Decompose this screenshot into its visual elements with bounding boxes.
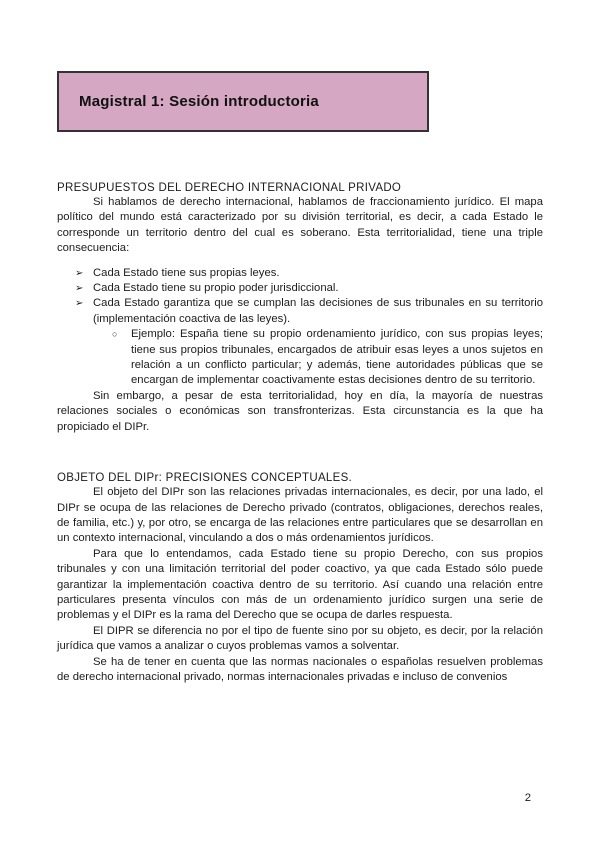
sub-bullet-text: Ejemplo: España tiene su propio ordenamiento jurídico, con sus propias leyes; tiene sus propios tribunales, encargados de atribuir esas leyes a unos sujetos en relación a un conflicto particular; y además, tiene autoridades públicas que se encargan de implementar coactivamente estas decisiones dentro de su territorio.: [131, 328, 543, 387]
bullet-text: Cada Estado tiene sus propias leyes.: [93, 266, 280, 279]
bullet-text: Cada Estado garantiza que se cumplan las decisiones de sus tribunales en su territorio (implementación coactiva de las leyes).: [93, 297, 543, 325]
section-heading-objeto: OBJETO DEL DIPr: PRECISIONES CONCEPTUALES.: [57, 472, 353, 485]
page-content: [0, 71, 600, 685]
bullet-arrow-icon: ➢: [75, 298, 84, 310]
paragraph-intro: Si hablamos de derecho internacional, hablamos de fraccionamiento jurídico. El mapa político del mundo está caracterizado por su división territorial, es decir, a cada Estado le corresponde un territorio dentro del cual es soberano. Esta territorialidad, tiene una triple consecuencia:: [57, 196, 543, 255]
list-item: [57, 296, 543, 327]
paragraph-diferencia: El DIPR se diferencia no por el tipo de fuente sino por su objeto, es decir, por la relación jurídica que vamos a analizar o cuyos problemas vamos a solventar.: [57, 624, 543, 653]
bullet-list: [57, 266, 543, 389]
title-banner: [57, 71, 429, 132]
bullet-text: Cada Estado tiene su propio poder jurisdiccional.: [93, 282, 339, 295]
title-banner-label: Magistral 1: Sesión introductoria: [79, 93, 319, 110]
paragraph-objeto: El objeto del DIPr son las relaciones privadas internacionales, es decir, por una lado, el DIPr se ocupa de las relaciones de Derecho privado (contratos, obligaciones, derechos reales, de familia, etc.) y, por otro, se encarga de las relaciones entre particulares que se desarrollan en un contexto internacional, vinculando a dos o más ordenamientos jurídicos.: [57, 486, 543, 545]
bullet-arrow-icon: ➢: [75, 283, 84, 295]
list-item: [57, 266, 543, 281]
list-item: [57, 281, 543, 296]
paragraph-entendamos: Para que lo entendamos, cada Estado tiene su propio Derecho, con sus propios tribunales y con una limitación territorial del poder coactivo, ya que cada Estado sólo puede garantizar la implementación coactiva dentro de su territorio. Así cuando una relación entre particulares presenta vínculos con más de un ordenamiento jurídico surgen una serie de problemas y el DIPr es la rama del Derecho que se ocupa de darles respuesta.: [57, 547, 543, 622]
paragraph-cuenta: Se ha de tener en cuenta que las normas nacionales o españolas resuelven problemas de derecho internacional privado, normas internacionales privadas e incluso de convenios: [57, 655, 543, 683]
section-heading-presupuestos: PRESUPUESTOS DEL DERECHO INTERNACIONAL PRIVADO: [57, 182, 402, 194]
circle-bullet-icon: ○: [112, 329, 118, 340]
page-number: 2: [524, 792, 531, 804]
bullet-arrow-icon: ➢: [75, 267, 84, 279]
paragraph-closing: Sin embargo, a pesar de esta territorialidad, hoy en día, la mayoría de nuestras relaciones sociales o económicas son transfronterizas. Esta circunstancia es la que ha propiciado el DIPr.: [57, 389, 543, 433]
sub-list-item: [57, 327, 543, 389]
